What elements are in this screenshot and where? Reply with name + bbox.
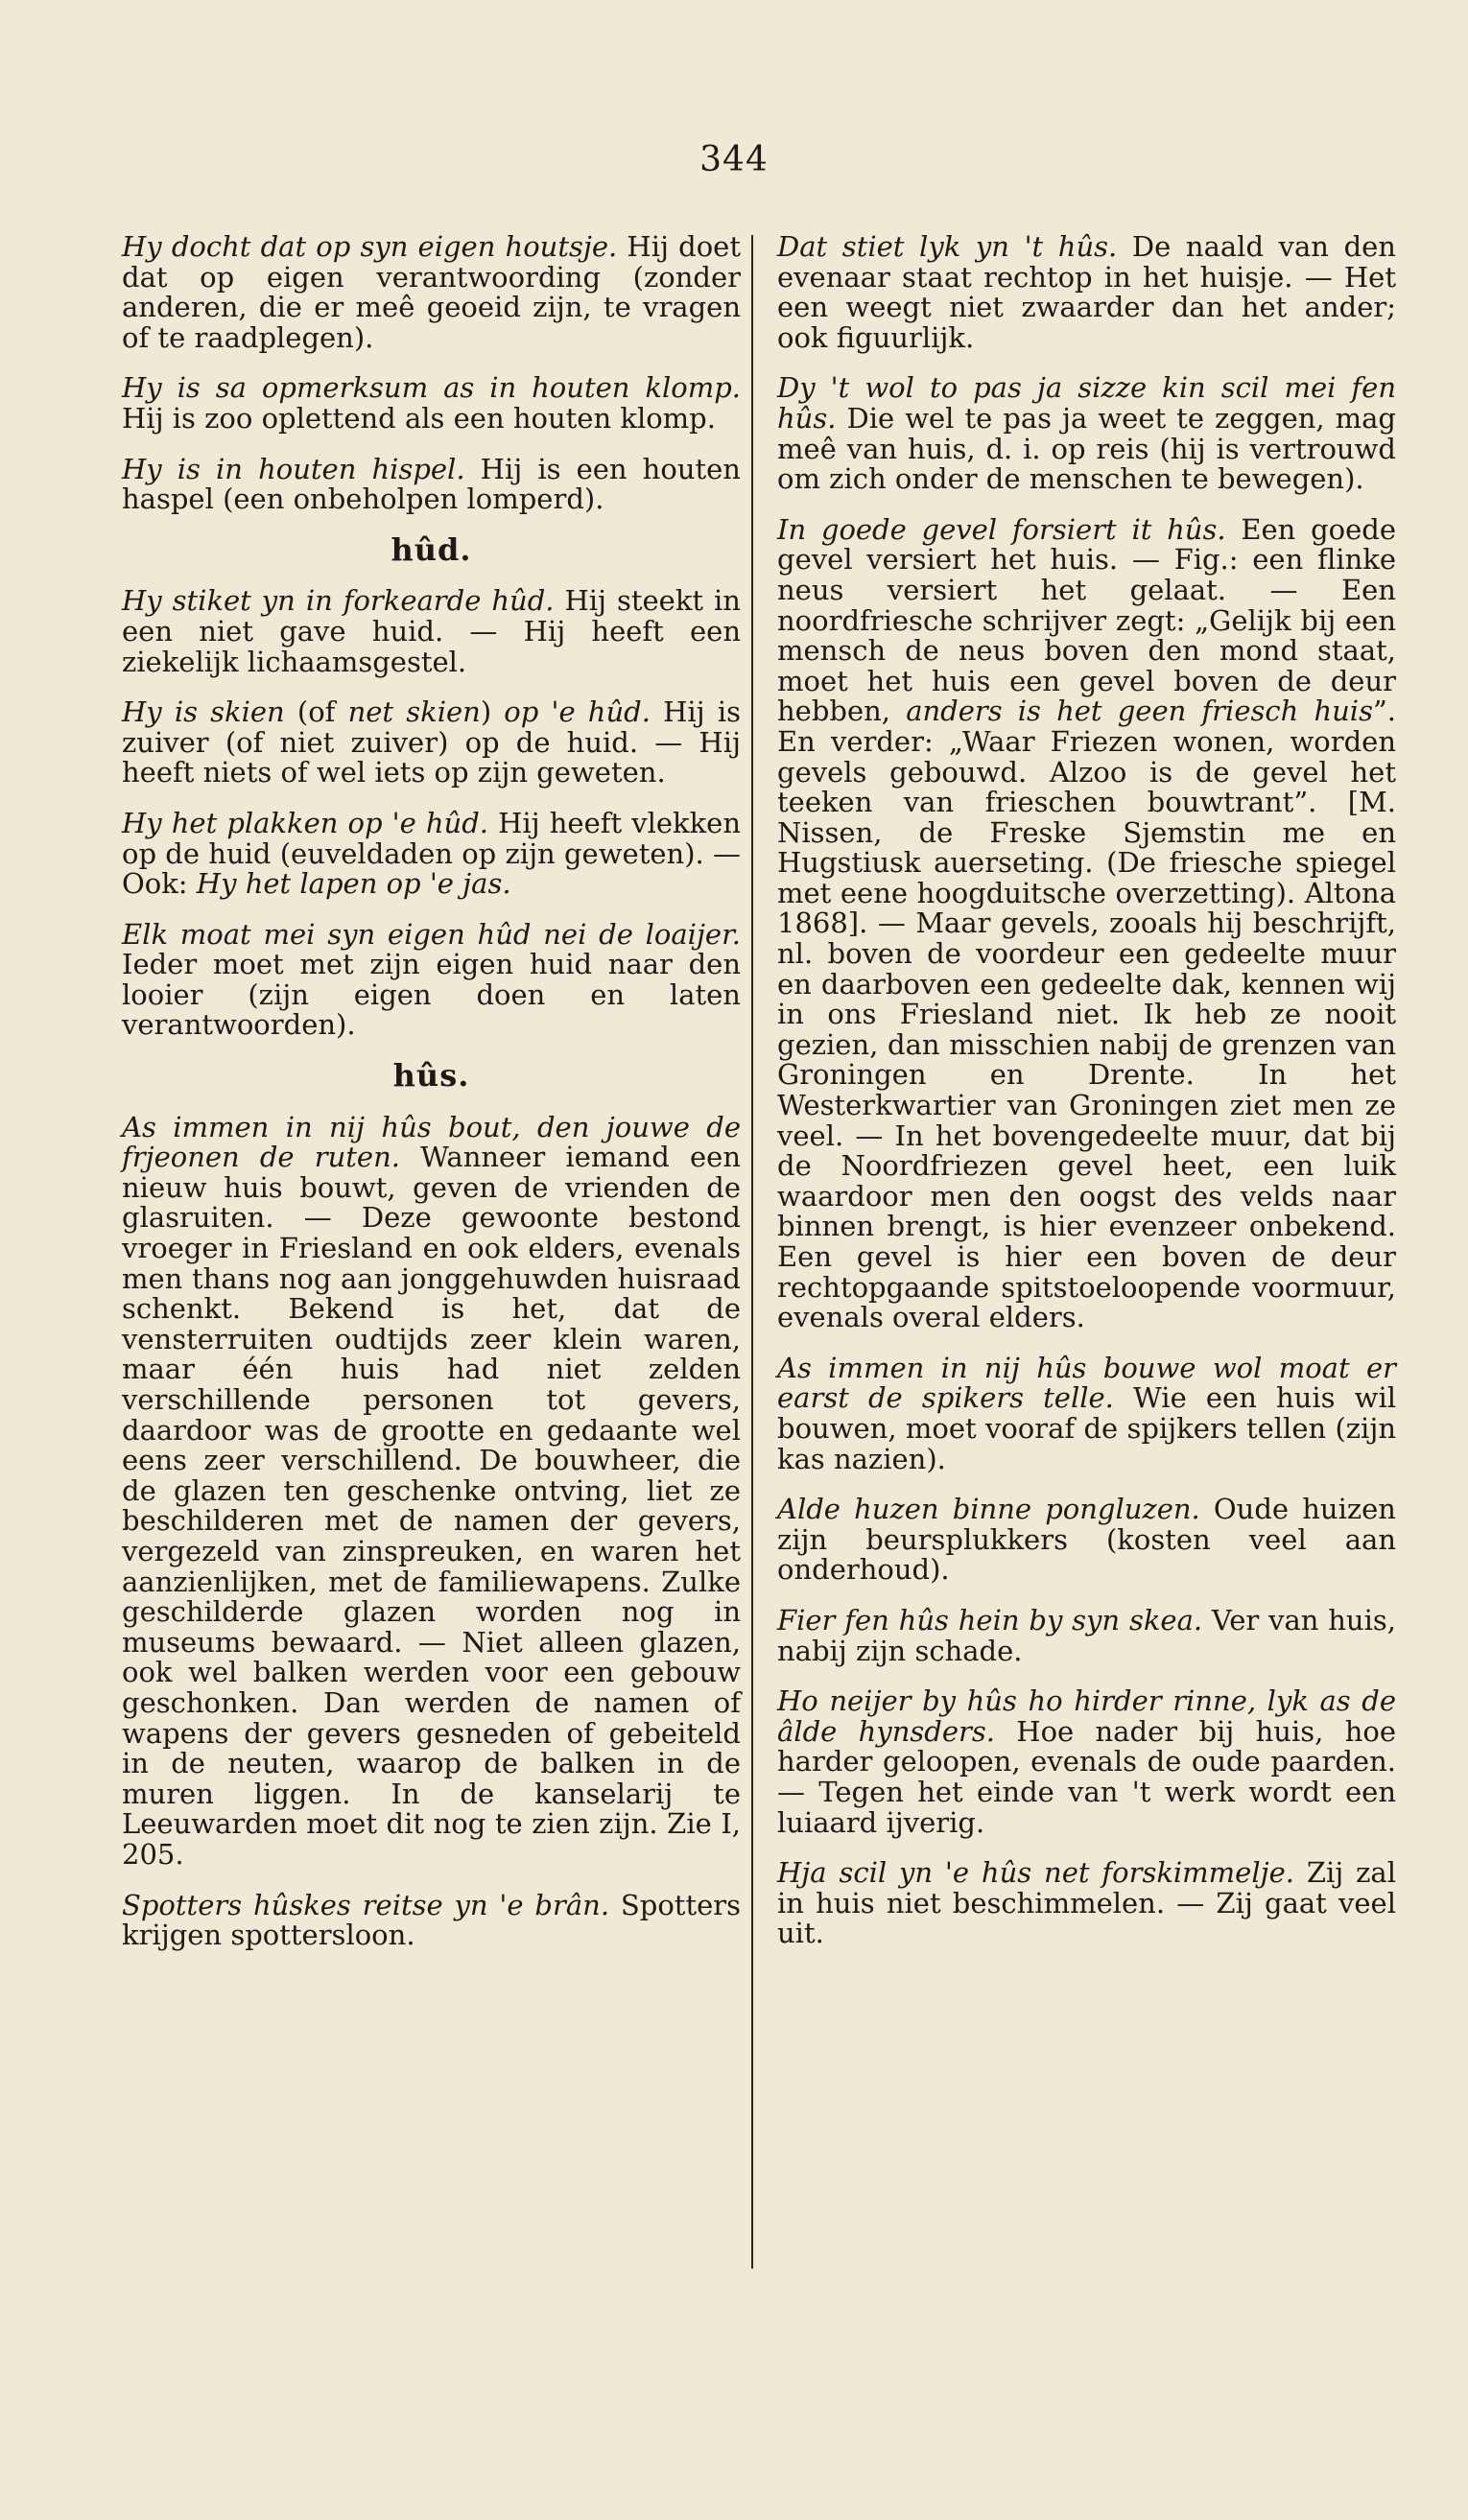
entry-text: Hij doet dat op eigen verantwoording (zonder anderen, die er meê geoeid zijn, te vragen of te raadplegen).	[122, 230, 741, 354]
section-heading: hûs.	[392, 1057, 470, 1095]
dictionary-entry	[122, 452, 741, 516]
entry-text: Hij is een houten haspel (een onbeholpen lomperd).	[122, 452, 741, 516]
entry-text: )	[480, 695, 505, 729]
entry-phrase: Fier fen hûs hein by syn skea.	[777, 1603, 1203, 1637]
entry-phrase: Ho neijer by hûs ho hirder rinne, lyk as de âlde hynsders.	[777, 1684, 1396, 1748]
column-divider	[751, 235, 753, 2269]
dictionary-entry	[777, 373, 1396, 494]
dictionary-entry	[122, 697, 741, 789]
dictionary-entry	[777, 232, 1396, 353]
entry-phrase: Hy docht dat op syn eigen houtsje.	[122, 230, 618, 263]
entry-phrase: Alde huzen binne pongluzen.	[777, 1493, 1200, 1526]
entry-text: Ver van huis, nabij zijn schade.	[777, 1603, 1396, 1667]
dictionary-entry	[122, 232, 741, 353]
dictionary-entry	[777, 1686, 1396, 1838]
entry-phrase: In goede gevel forsiert it hûs.	[777, 512, 1226, 546]
dictionary-entry	[122, 1888, 742, 1952]
entry-phrase: Hy het plakken op 'e hûd.	[122, 806, 488, 839]
entry-text: Wanneer iemand een nieuw huis bouwt, geven de vrienden de glasruiten. — Deze gewoonte bestond vroeger in Friesland en ook elders, evenals men thans nog aan jonggehuwden huisraad schenkt. Bekend is het, dat de vensterruiten oudtijds zeer klein waren, maar één huis had niet zelden verschillende personen tot gevers, daardoor was de grootte en gedaante wel eens zeer verschillend. De bouwheer, die de glazen ten geschenke ontving, liet ze beschilderen met de namen der gevers, vergezeld van zinspreuken, en waren het aanzienlijken, met de familiewapens. Zulke geschilderde glazen worden nog in museums bewaard. — Niet alleen glazen, ook wel balken werden voor een gebouw geschonken. Dan werden de namen of wapens der gevers gesneden of gebeiteld in de neuten, waarop de balken in de muren liggen. In de kanselarij te Leeuwarden moet dit nog te zien zijn. Zie I, 205.	[122, 1141, 741, 1871]
entry-phrase: Hy is in houten hispel.	[122, 452, 465, 485]
dictionary-entry	[777, 1351, 1396, 1475]
page-number: 344	[699, 140, 769, 179]
entry-text: Een goede gevel versiert het huis. — Fig.: een flinke neus versiert het gelaat. — Een noordfriesche schrijver zegt: „Gelijk bij een mensch de neus boven den mond staat, moet het huis een gevel boven de deur hebben,	[777, 512, 1396, 728]
entry-phrase: Hy het lapen op 'e jas.	[196, 867, 511, 901]
entry-text: Ieder moet met zijn eigen huid naar den looier (zijn eigen doen en laten verantwoorden).	[122, 948, 741, 1042]
dictionary-entry	[777, 1495, 1396, 1586]
entry-phrase: anders is het geen friesch huis	[906, 695, 1373, 728]
entry-phrase: Spotters hûskes reitse yn 'e brân.	[122, 1888, 610, 1921]
entry-text: Spotters krijgen spottersloon.	[122, 1888, 742, 1952]
dictionary-entry	[122, 806, 742, 901]
entry-text: Hij is zuiver (of niet zuiver) op de huid. — Hij heeft niets of wel iets op zijn geweten.	[122, 695, 741, 789]
entry-phrase: As immen in nij hûs bout, den jouwe de frjeonen de ruten.	[122, 1110, 741, 1174]
entry-text: (of	[284, 695, 348, 729]
entry-text: Hij is zoo oplettend als een houten klomp.	[122, 401, 716, 435]
entry-text: Oude huizen zijn beursplukkers (kosten veel aan onderhoud).	[777, 1493, 1396, 1587]
entry-text: Hoe nader bij huis, hoe harder geloopen, evenals de oude paarden. — Tegen het einde van 't werk wordt een luiaard ijverig.	[777, 1714, 1396, 1839]
entry-phrase: net skien	[347, 695, 481, 729]
entry-text: ”. En verder: „Waar Friezen wonen, worden gevels gebouwd. Alzoo is de gevel het teeken van frieschen bouwtrant”. [M. Nissen, de Freske Sjemstin me en Hugstiusk auerseting. (De friesche spiegel met eene hoogduitsche overzetting). Altona 1868]. — Maar gevels, zooals hij beschrijft, nl. boven de voordeur een gedeelte muur en daarboven een gedeelte dak, kennen wij in ons Friesland niet. Ik heb ze nooit gezien, dan misschien nabij de grenzen van Groningen en Drente. In het Westerkwartier van Groningen ziet men ze veel. — In het bovengedeelte muur, dat bij de Noordfriezen gevel heet, een luik waardoor men den oogst des velds naar binnen brengt, is hier evenzeer onbekend. Een gevel is hier een boven de deur rechtopgaande spitstoeloopende voormuur, evenals overal elders.	[777, 695, 1397, 1334]
entry-phrase: Hja scil yn 'e hûs net forskimmelje.	[777, 1856, 1294, 1890]
entry-text: Wie een huis wil bouwen, moet vooraf de spijkers tellen (zijn kas nazien).	[777, 1381, 1396, 1475]
entry-phrase: Elk moat mei syn eigen hûd nei de loaijer.	[122, 917, 741, 951]
entry-text: Die wel te pas ja weet te zeggen, mag meê van huis, d. i. op reis (hij is vertrouwd om zich onder de menschen te bewegen).	[777, 401, 1396, 496]
dictionary-entry	[122, 373, 741, 434]
entry-text: Zij zal in huis niet beschimmelen. — Zij gaat veel uit.	[777, 1856, 1397, 1950]
dictionary-entry	[122, 917, 741, 1042]
section-heading: hûd.	[391, 530, 472, 568]
dictionary-entry	[122, 1110, 741, 1871]
entry-phrase: op 'e hûd.	[504, 695, 651, 729]
dictionary-entry	[122, 586, 741, 677]
dictionary-entry	[777, 512, 1397, 1334]
entry-text: Hij steekt in een niet gave huid. — Hij heeft een ziekelijk lichaamsgestel.	[122, 584, 741, 678]
dictionary-entry	[777, 1858, 1396, 1949]
entry-phrase: Hy is skien	[122, 695, 285, 729]
entry-phrase: Dat stiet lyk yn 't hûs.	[777, 230, 1118, 263]
left-column	[122, 232, 741, 1971]
dictionary-entry	[777, 1603, 1396, 1667]
entry-text: Hij heeft vlekken op de huid (euveldaden op zijn geweten). — Ook:	[122, 806, 742, 901]
entry-phrase: Dy 't wol to pas ja sizze kin scil mei fen hûs.	[777, 371, 1396, 435]
entry-phrase: Hy is sa opmerksum as in houten klomp.	[122, 371, 741, 405]
entry-phrase: As immen in nij hûs bouwe wol moat er earst de spikers telle.	[777, 1351, 1396, 1415]
right-column	[777, 232, 1396, 1969]
entry-text: De naald van den evenaar staat rechtop in het huisje. — Het een weegt niet zwaarder dan het ander; ook figuurlijk.	[777, 230, 1396, 354]
entry-phrase: Hy stiket yn in forkearde hûd.	[122, 584, 555, 618]
